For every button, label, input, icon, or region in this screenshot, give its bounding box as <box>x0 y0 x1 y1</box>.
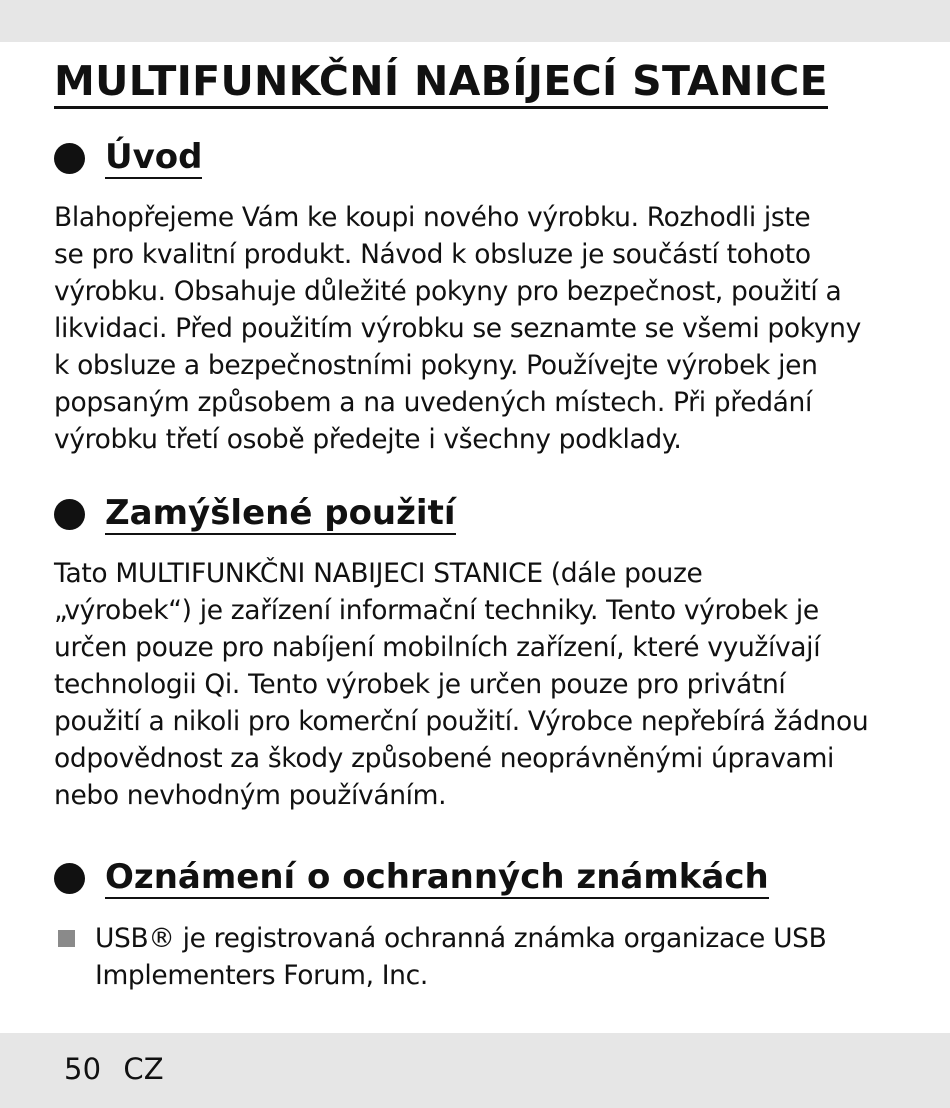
square-bullet-icon <box>58 930 75 947</box>
section-heading-uvod <box>54 137 202 179</box>
section-heading-trademarks <box>54 857 769 899</box>
page-footer <box>64 1052 164 1086</box>
paragraph-line: výrobku třetí osobě předejte i všechny podklady. <box>54 424 682 455</box>
list-item-line: USB® je registrovaná ochranná známka organizace USB <box>95 923 827 954</box>
paragraph-line: se pro kvalitní produkt. Návod k obsluze je součástí tohoto <box>54 239 811 270</box>
section-heading-text: Zamýšlené použití <box>105 493 456 533</box>
list-item-line: Implementers Forum, Inc. <box>95 960 428 991</box>
paragraph-line: „výrobek“) je zařízení informační techniky. Tento výrobek je <box>54 595 819 626</box>
paragraph-line: likvidaci. Před použitím výrobku se seznamte se všemi pokyny <box>54 313 861 344</box>
language-code: CZ <box>123 1052 164 1086</box>
section-heading-intended-use <box>54 493 456 535</box>
intended-use-paragraph <box>54 555 868 814</box>
paragraph-line: Blahopřejeme Vám ke koupi nového výrobku. Rozhodli jste <box>54 202 811 233</box>
paragraph-line: k obsluze a bezpečnostními pokyny. Používejte výrobek jen <box>54 350 818 381</box>
paragraph-line: technologii Qi. Tento výrobek je určen pouze pro privátní <box>54 669 786 700</box>
top-margin-band <box>0 0 950 42</box>
paragraph-line: Tato MULTIFUNKČNI NABIJECI STANICE (dále pouze <box>54 558 703 589</box>
trademark-text <box>95 920 826 994</box>
paragraph-line: odpovědnost za škody způsobené neoprávněnými úpravami <box>54 743 835 774</box>
paragraph-line: použití a nikoli pro komerční použití. Výrobce nepřebírá žádnou <box>54 706 869 737</box>
round-bullet-icon <box>54 143 85 174</box>
section-heading-text: Úvod <box>105 137 203 177</box>
intro-paragraph <box>54 199 861 458</box>
page-title: MULTIFUNKČNÍ NABÍJECÍ STANICE <box>54 56 828 109</box>
round-bullet-icon <box>54 499 85 530</box>
paragraph-line: výrobku. Obsahuje důležité pokyny pro bezpečnost, použití a <box>54 276 842 307</box>
paragraph-line: nebo nevhodným používáním. <box>54 780 447 811</box>
page-number: 50 <box>64 1052 102 1086</box>
section-heading-text: Oznámení o ochranných známkách <box>105 857 769 897</box>
paragraph-line: určen pouze pro nabíjení mobilních zařízení, které využívají <box>54 632 821 663</box>
paragraph-line: popsaným způsobem a na uvedených místech. Při předání <box>54 387 813 418</box>
round-bullet-icon <box>54 863 85 894</box>
trademark-list-item <box>58 920 826 994</box>
